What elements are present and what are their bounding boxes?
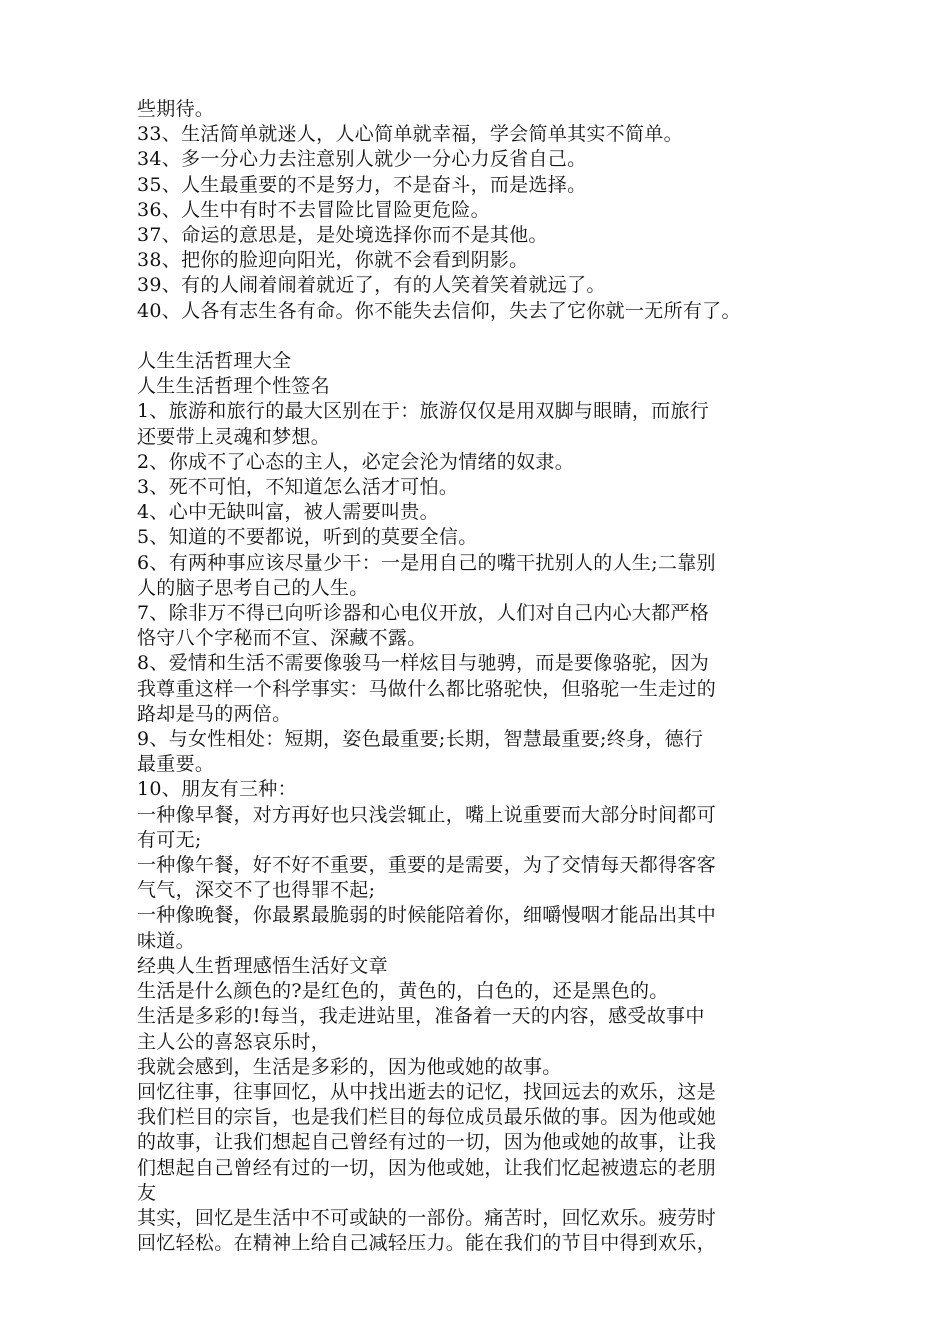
text-line: 的故事，让我们想起自己曾经有过的一切，因为他或她的故事，让我 (137, 1131, 717, 1154)
text-line: 1、旅游和旅行的最大区别在于：旅游仅仅是用双脚与眼睛，而旅行 (137, 400, 710, 423)
text-line: 2、你成不了心态的主人，必定会沦为情绪的奴隶。 (137, 450, 574, 473)
text-line: 38、把你的脸迎向阳光，你就不会看到阴影。 (137, 249, 529, 272)
text-line: 37、命运的意思是，是处境选择你而不是其他。 (137, 224, 548, 247)
text-line: 我就会感到，生活是多彩的，因为他或她的故事。 (137, 1055, 562, 1078)
text-line: 34、多一分心力去注意别人就少一分心力反省自己。 (137, 148, 587, 171)
text-line: 气气，深交不了也得罪不起; (137, 879, 376, 902)
text-line: 7、除非万不得已向听诊器和心电仪开放，人们对自己内心大都严格 (137, 602, 710, 625)
text-line: 我们栏目的宗旨，也是我们栏目的每位成员最乐做的事。因为他或她 (137, 1106, 717, 1129)
text-line: 4、心中无缺叫富，被人需要叫贵。 (137, 501, 439, 524)
text-line: 我尊重这样一个科学事实：马做什么都比骆驼快，但骆驼一生走过的 (137, 677, 717, 700)
blank-line (137, 324, 827, 349)
text-line: 人的脑子思考自己的人生。 (137, 576, 369, 599)
text-line: 生活是多彩的!每当，我走进站里，准备着一天的内容，感受故事中 (137, 1005, 705, 1028)
top-section (137, 97, 827, 324)
text-line: 一种像早餐，对方再好也只浅尝辄止，嘴上说重要而大部分时间都可 (137, 803, 717, 826)
text-line: 恪守八个字秘而不宣、深藏不露。 (137, 627, 427, 650)
document-body (137, 97, 827, 1256)
text-line: 们想起自己曾经有过的一切，因为他或她，让我们忆起被遗忘的老朋 (137, 1156, 717, 1179)
bottom-section (137, 349, 827, 1256)
text-line: 9、与女性相处：短期，姿色最重要;长期，智慧最重要;终身，德行 (137, 728, 704, 751)
text-line: 回忆往事，往事回忆，从中找出逝去的记忆，找回远去的欢乐，这是 (137, 1080, 717, 1103)
text-line: 35、人生最重要的不是努力，不是奋斗，而是选择。 (137, 173, 587, 196)
text-line: 10、朋友有三种： (137, 778, 297, 801)
text-line: 一种像晚餐，你最累最脆弱的时候能陪着你，细嚼慢咽才能品出其中 (137, 904, 717, 927)
text-line: 一种像午餐，好不好不重要，重要的是需要，为了交情每天都得客客 (137, 854, 717, 877)
text-line: 33、生活简单就迷人，人心简单就幸福，学会简单其实不简单。 (137, 123, 683, 146)
text-line: 其实，回忆是生活中不可或缺的一部份。痛苦时，回忆欢乐。疲劳时 (137, 1206, 717, 1229)
text-line: 主人公的喜怒哀乐时， (137, 1030, 331, 1053)
text-line: 最重要。 (137, 753, 215, 776)
text-line: 些期待。 (137, 98, 215, 120)
text-line: 8、爱情和生活不需要像骏马一样炫目与驰骋，而是要像骆驼，因为 (137, 652, 710, 675)
text-line: 6、有两种事应该尽量少干：一是用自己的嘴干扰别人的人生;二靠别 (137, 551, 716, 574)
text-line: 39、有的人闹着闹着就近了，有的人笑着笑着就远了。 (137, 274, 606, 297)
section-heading: 人生生活哲理大全 (137, 350, 292, 373)
text-line: 36、人生中有时不去冒险比冒险更危险。 (137, 198, 490, 221)
text-line: 还要带上灵魂和梦想。 (137, 425, 331, 448)
text-line: 5、知道的不要都说，听到的莫要全信。 (137, 526, 478, 549)
text-line: 3、死不可怕，不知道怎么活才可怕。 (137, 476, 459, 499)
text-line: 友 (137, 1181, 157, 1204)
section-heading: 经典人生哲理感悟生活好文章 (137, 954, 388, 977)
section-heading: 人生生活哲理个性签名 (137, 375, 331, 398)
text-line: 生活是什么颜色的?是红色的，黄色的，白色的，还是黑色的。 (137, 980, 669, 1003)
text-line: 回忆轻松。在精神上给自己减轻压力。能在我们的节目中得到欢乐， (137, 1232, 717, 1255)
text-line: 路却是马的两倍。 (137, 702, 292, 725)
text-line: 味道。 (137, 929, 195, 952)
text-line: 40、人各有志生各有命。你不能失去信仰，失去了它你就一无所有了。 (137, 299, 741, 322)
text-line: 有可无; (137, 828, 202, 851)
